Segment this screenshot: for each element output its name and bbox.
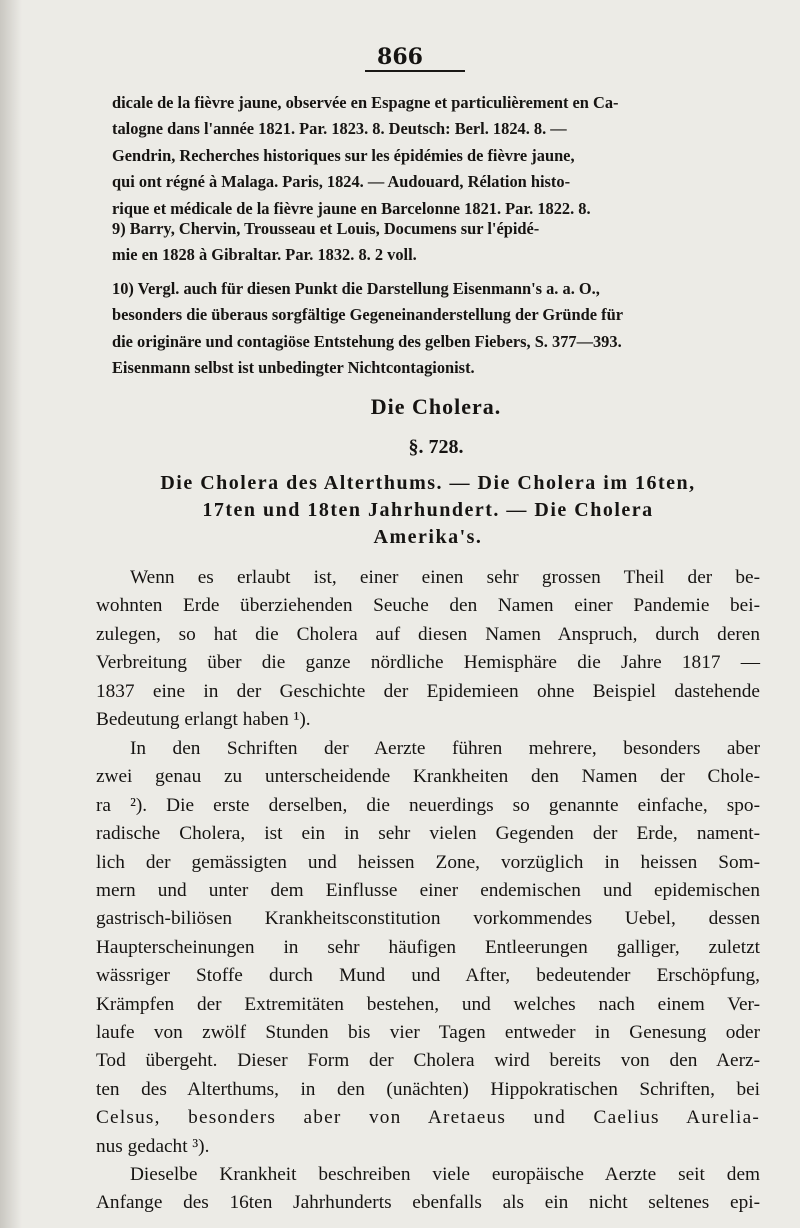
paragraph-3 (96, 1161, 760, 1218)
chapter-title: Die Cholera. (370, 394, 502, 419)
body-line: gastrisch-biliösen Krankheitsconstitution vorkommendes Uebel, dessen (96, 908, 760, 930)
section-heading-line: Amerika's. (373, 526, 483, 548)
body-line: radische Cholera, ist ein in sehr vielen Gegenden der Erde, nament- (96, 823, 760, 845)
body-line: ten des Alterthums, in den (unächten) Hippokratischen Schriften, bei (96, 1078, 760, 1100)
section-heading-line: 17ten und 18ten Jahrhundert. — Die Cholera (202, 499, 654, 521)
footnote-line: 9) Barry, Chervin, Trousseau et Louis, Documens sur l'épidé- (112, 219, 540, 238)
page-number: 866 (377, 44, 423, 70)
header-rule (365, 70, 465, 72)
footnote-line: rique et médicale de la fièvre jaune en Barcelonne 1821. Par. 1822. 8. (112, 198, 591, 218)
body-line: Dieselbe Krankheit beschreiben viele europäische Aerzte seit dem (130, 1164, 760, 1185)
body-line: Verbreitung über die ganze nördliche Hemisphäre die Jahre 1817 — (96, 652, 760, 674)
body-line: Krämpfen der Extremitäten bestehen, und welches nach einem Ver- (96, 993, 760, 1015)
body-line: Tod übergeht. Dieser Form der Cholera wird bereits von den Aerz- (96, 1050, 760, 1072)
section-heading (96, 470, 760, 551)
footnote-line: mie en 1828 à Gibraltar. Par. 1832. 8. 2 voll. (112, 245, 417, 265)
paragraph-2 (96, 735, 760, 1161)
section-number: §. 728. (408, 436, 464, 458)
body-line: Wenn es erlaubt ist, einer einen sehr grossen Theil der be- (130, 567, 760, 588)
body-line: Celsus, besonders aber von Aretaeus und Caelius Aurelia- (96, 1107, 760, 1129)
footnote-line: 10) Vergl. auch für diesen Punkt die Darstellung Eisenmann's a. a. O., (112, 279, 600, 298)
body-line: In den Schriften der Aerzte führen mehrere, besonders aber (130, 738, 760, 759)
footnote-10 (112, 276, 760, 382)
body-line: ra ²). Die erste derselben, die neuerdings so genannte einfache, spo- (96, 794, 760, 816)
footnote-line: qui ont régné à Malaga. Paris, 1824. — Audouard, Rélation histo- (112, 172, 571, 192)
body-line: Haupterscheinungen in sehr häufigen Entleerungen galliger, zuletzt (96, 936, 760, 958)
body-line: wohnten Erde überziehenden Seuche den Namen einer Pandemie bei- (96, 595, 760, 617)
footnote-line: Gendrin, Recherches historiques sur les épidémies de fièvre jaune, (112, 145, 575, 165)
body-line: laufe von zwölf Stunden bis vier Tagen entweder in Genesung oder (96, 1022, 760, 1044)
footnote-line: die originäre und contagiöse Entstehung des gelben Fiebers, S. 377—393. (112, 331, 622, 351)
body-line: mern und unter dem Einflusse einer endemischen und epidemischen (96, 880, 760, 902)
footnote-line: dicale de la fièvre jaune, observée en Espagne et particulièrement en Ca- (112, 93, 619, 112)
footnote-line: besonders die überaus sorgfältige Gegeneinanderstellung der Gründe für (112, 305, 623, 325)
body-line: 1837 eine in der Geschichte der Epidemieen ohne Beispiel dastehende (96, 680, 760, 702)
body-line: lich der gemässigten und heissen Zone, vorzüglich in heissen Som- (96, 851, 760, 873)
body-line: Bedeutung erlangt haben ¹). (96, 709, 311, 731)
body-line: wässriger Stoffe durch Mund und After, bedeutender Erschöpfung, (96, 965, 760, 987)
body-line: zulegen, so hat die Cholera auf diesen Namen Anspruch, durch deren (96, 623, 760, 645)
footnote-line: talogne dans l'année 1821. Par. 1823. 8. Deutsch: Berl. 1824. 8. — (112, 119, 567, 139)
footnote-line: Eisenmann selbst ist unbedingter Nichtcontagionist. (112, 358, 475, 378)
footnote-9 (112, 216, 760, 269)
section-heading-line: Die Cholera des Alterthums. — Die Cholera im 16ten, (160, 472, 696, 494)
body-line: Anfange des 16ten Jahrhunderts ebenfalls als ein nicht seltenes epi- (96, 1192, 760, 1214)
footnote-continuation (112, 90, 760, 222)
body-line: zwei genau zu unterscheidende Krankheiten den Namen der Chole- (96, 766, 760, 788)
paragraph-1 (96, 564, 760, 734)
body-line: nus gedacht ³). (96, 1135, 210, 1157)
